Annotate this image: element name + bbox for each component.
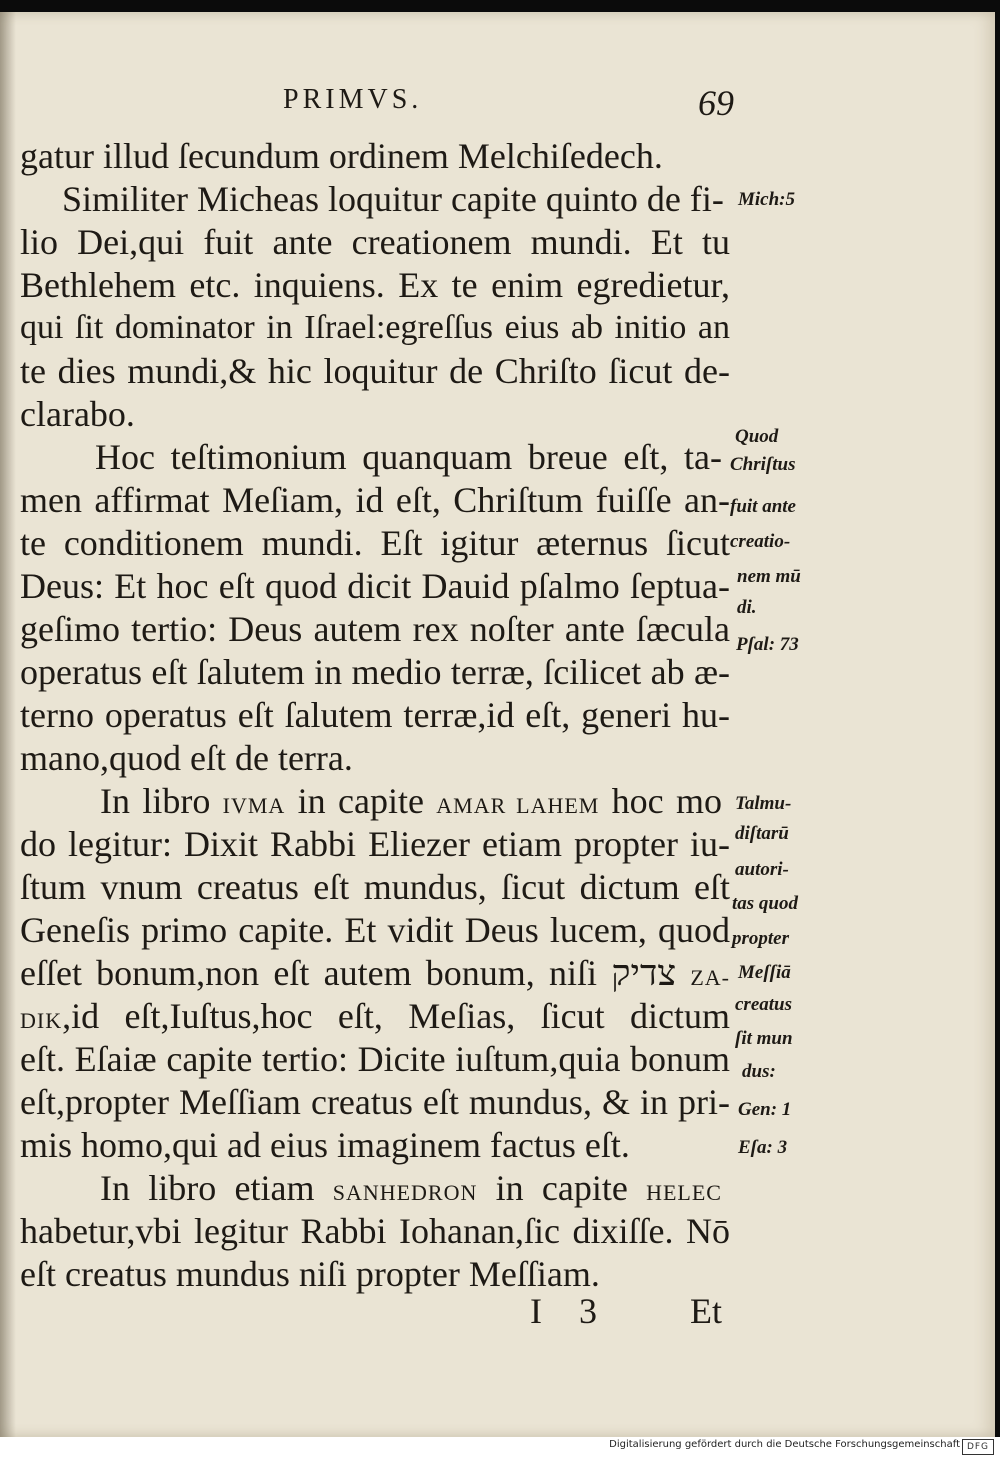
text-line [100,780,722,827]
text-line: geſimo tertio: Deus autem rex noſter ante ſæcula [20,609,730,649]
marginal-note: diſtarū [735,823,789,844]
text-line: clarabo. [20,394,135,434]
marginal-note: Pſal: 73 [736,634,799,655]
text-line: terno operatus eſt ſalutem terræ,id eſt, generi hu- [20,695,730,735]
marginal-note: Eſa: 3 [738,1137,788,1158]
marginal-note: Chriſtus [730,454,796,475]
text-run: in capite [285,781,437,821]
text-line: operatus eſt ſalutem in medio terræ, ſcilicet ab æ- [20,652,730,692]
text-run: hoc mo [599,781,722,821]
marginal-note: Mich:5 [738,189,795,210]
text-line: Deus: Et hoc eſt quod dicit Dauid pſalmo ſeptua- [20,566,730,606]
text-line: te dies mundi,& hic loquitur de Chriſto ſicut de- [20,351,730,391]
text-run [676,953,690,993]
marginal-note: creatus [735,994,792,1015]
text-line: eſt. Eſaiæ capite tertio: Dicite iuſtum,quia bonum [20,1039,730,1079]
marginal-note: ſit mun [735,1028,793,1049]
catchword: Et [690,1291,722,1331]
text-line: ſtum vnum creatus eſt mundus, ſicut dictum eſt [20,867,730,907]
marginal-note: autori- [735,859,789,880]
text-line: Bethlehem etc. inquiens. Ex te enim egredietur, [20,265,730,305]
page-gutter-shadow [0,12,16,1437]
small-caps-term: IVMA [222,793,286,818]
text-run: In libro etiam [100,1168,333,1208]
text-line: men affirmat Meſiam, id eſt, Chriſtum fuiſſe an- [20,480,730,520]
dfg-logo: DFG [962,1439,994,1455]
small-caps-term: SANHEDRON [332,1180,478,1205]
text-line: Similiter Micheas loquitur capite quinto de fi- [62,179,724,219]
marginal-note: Talmu- [735,793,792,814]
text-line [20,995,730,1042]
text-line: eſt,propter Meſſiam creatus eſt mundus, & in pri- [20,1082,730,1122]
marginal-note: dus: [742,1061,776,1082]
text-run: eſſet bonum,non eſt autem bonum, niſi [20,953,612,993]
marginal-note: tas quod [732,893,798,914]
text-line: habetur,vbi legitur Rabbi Iohanan,ſic dixiſſe. Nō [20,1211,730,1251]
text-line: do legitur: Dixit Rabbi Eliezer etiam propter iu- [20,824,730,864]
text-line: Hoc teſtimonium quanquam breue eſt, ta- [95,437,722,477]
marginal-note: propter [732,928,789,949]
text-line: Geneſis primo capite. Et vidit Deus lucem, quod [20,910,730,950]
text-line: lio Dei,qui fuit ante creationem mundi. Et tu [20,222,730,262]
text-run: In libro [100,781,223,821]
text-line: mano,quod eſt de terra. [20,738,353,778]
marginal-note: Quod [735,426,779,447]
marginal-note: creatio- [730,531,791,552]
small-caps-term: ZA- [690,965,730,990]
marginal-note: Gen: 1 [738,1099,792,1120]
running-title: PRIMVS. [283,84,423,115]
text-run: ,id eſt,Iuſtus,hoc eſt, Meſias, ſicut dictum [62,996,730,1036]
text-line: qui ſit dominator in Iſrael:egreſſus eius ab initio an [20,309,730,346]
text-line: te conditionem mundi. Eſt igitur æternus ſicut [20,523,730,563]
marginal-note: fuit ante [730,496,796,517]
marginal-note: di. [737,597,757,618]
text-line [100,1167,722,1214]
signature-mark: I 3 [530,1291,611,1331]
text-line [20,952,730,999]
marginal-note: Meſſiā [738,962,791,983]
marginal-note: nem mū [737,566,801,587]
hebrew-word: צדיק [611,953,677,993]
text-line: eſt creatus mundus niſi propter Meſſiam. [20,1254,600,1294]
text-line: gatur illud ſecundum ordinem Melchiſedech. [20,136,663,176]
text-run: in capite [477,1168,647,1208]
small-caps-term: HELEC [646,1180,722,1205]
folio-number: 69 [698,83,734,123]
small-caps-term: DIK [20,1008,63,1033]
text-line: mis homo,qui ad eius imaginem factus eſt. [20,1125,630,1165]
small-caps-term: AMAR LAHEM [436,793,600,818]
funding-credit: Digitalisierung gefördert durch die Deutsche Forschungsgemeinschaft [609,1439,960,1450]
